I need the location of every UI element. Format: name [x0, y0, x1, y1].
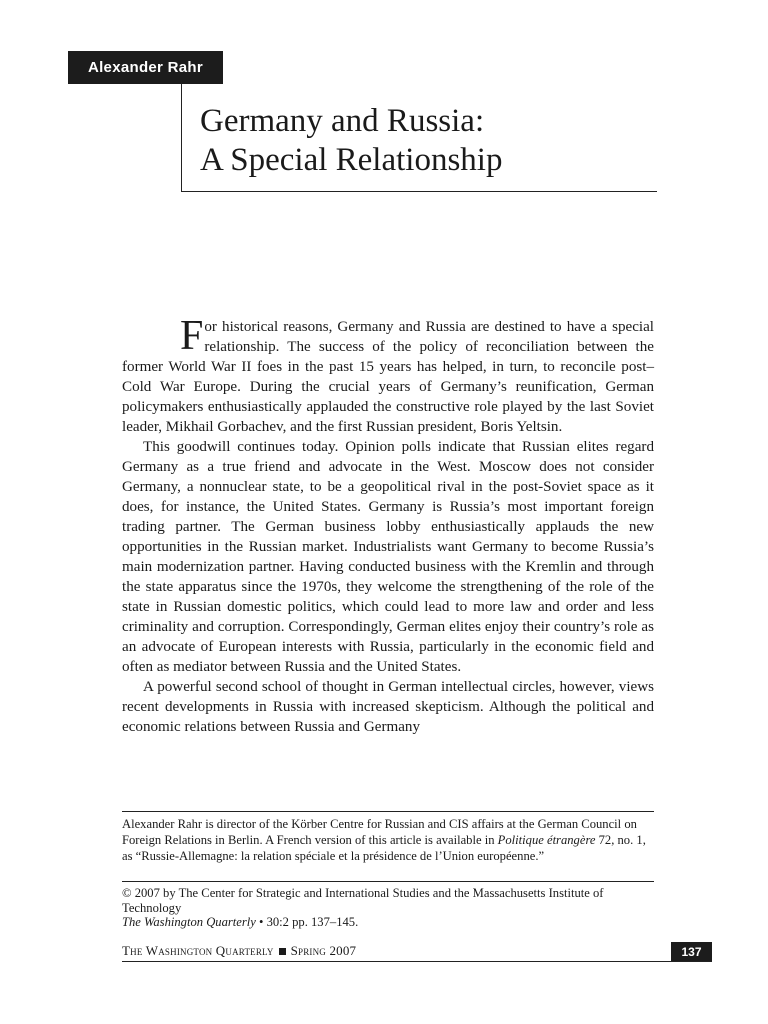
bio-text-a: Alexander Rahr is director of the Körber Centre for Russian and CIS affairs at the German Council on Foreign Relations in Berlin. A French version of this article is available in [122, 817, 637, 847]
article-title [200, 102, 660, 180]
copyright-journal: The Washington Quarterly [122, 915, 256, 929]
page-number: 137 [681, 944, 702, 959]
copyright-text-a: © 2007 by The Center for Strategic and International Studies and the Massachusetts Institute of Technology [122, 886, 604, 915]
author-tab [68, 51, 223, 84]
bio-journal: Politique étrangère [497, 833, 596, 847]
title-line-2: A Special Relationship [200, 142, 503, 178]
copyright-text-b: • 30:2 pp. 137–145. [255, 915, 359, 929]
footnote-rule [122, 811, 654, 812]
author-bio-note [122, 816, 654, 864]
footer-season: Spring 2007 [290, 943, 357, 958]
paragraph-1-text: or historical reasons, Germany and Russia are destined to have a special relationship. The success of the policy of reconciliation between the former World War II foes in the past 15 years has helped, in turn, to reconcile post–Cold War Europe. During the crucial years of Germany’s reunification, German policymakers enthusiastically applauded the constructive role played by the last Soviet leader, Mikhail Gorbachev, and the first Russian president, Boris Yeltsin. [122, 319, 654, 435]
drop-cap: F [180, 313, 204, 359]
paragraph-2: This goodwill continues today. Opinion polls indicate that Russian elites regard Germany as a true friend and advocate in the West. Moscow does not consider Germany, a nonnuclear state, to be a geopolitical rival in the post-Soviet space as it does, for instance, the United States. Germany is Russia’s most important foreign trading partner. The German business lobby enthusiastically applauds the new opportunities in the Russian market. Industrialists want Germany to become Russia’s main modernization partner. Having conducted business with the Kremlin and through the state apparatus since the 1970s, they welcome the strengthening of the role of the state in Russian domestic politics, which could lead to more law and order and less criminality and corruption. Correspondingly, German elites enjoy their country’s role as an advocate of European interests with Russia, particularly in the economic field and often as mediator between Russia and the United States. [122, 439, 654, 675]
copyright-note [122, 886, 654, 930]
title-line-1: Germany and Russia: [200, 103, 485, 139]
copyright-rule [122, 881, 654, 882]
title-underline-rule [181, 191, 657, 192]
paragraph-3: A powerful second school of thought in German intellectual circles, however, views recent developments in Russia with increased skepticism. Although the political and economic relations between Russia and Germany [122, 679, 654, 735]
footer-journal: The Washington Quarterly [122, 943, 274, 958]
author-name: Alexander Rahr [87, 59, 204, 76]
paragraph-1 [122, 313, 654, 437]
running-footer [122, 943, 356, 959]
square-separator-icon [279, 948, 286, 955]
page-number-badge [671, 942, 712, 961]
article-body [122, 313, 654, 737]
footer-rule [122, 961, 712, 962]
title-vertical-rule [181, 84, 182, 192]
bio-text-b: 72, no. 1, as “Russie-Allemagne: la relation spéciale et la présidence de l’Union européenne.” [122, 833, 646, 863]
